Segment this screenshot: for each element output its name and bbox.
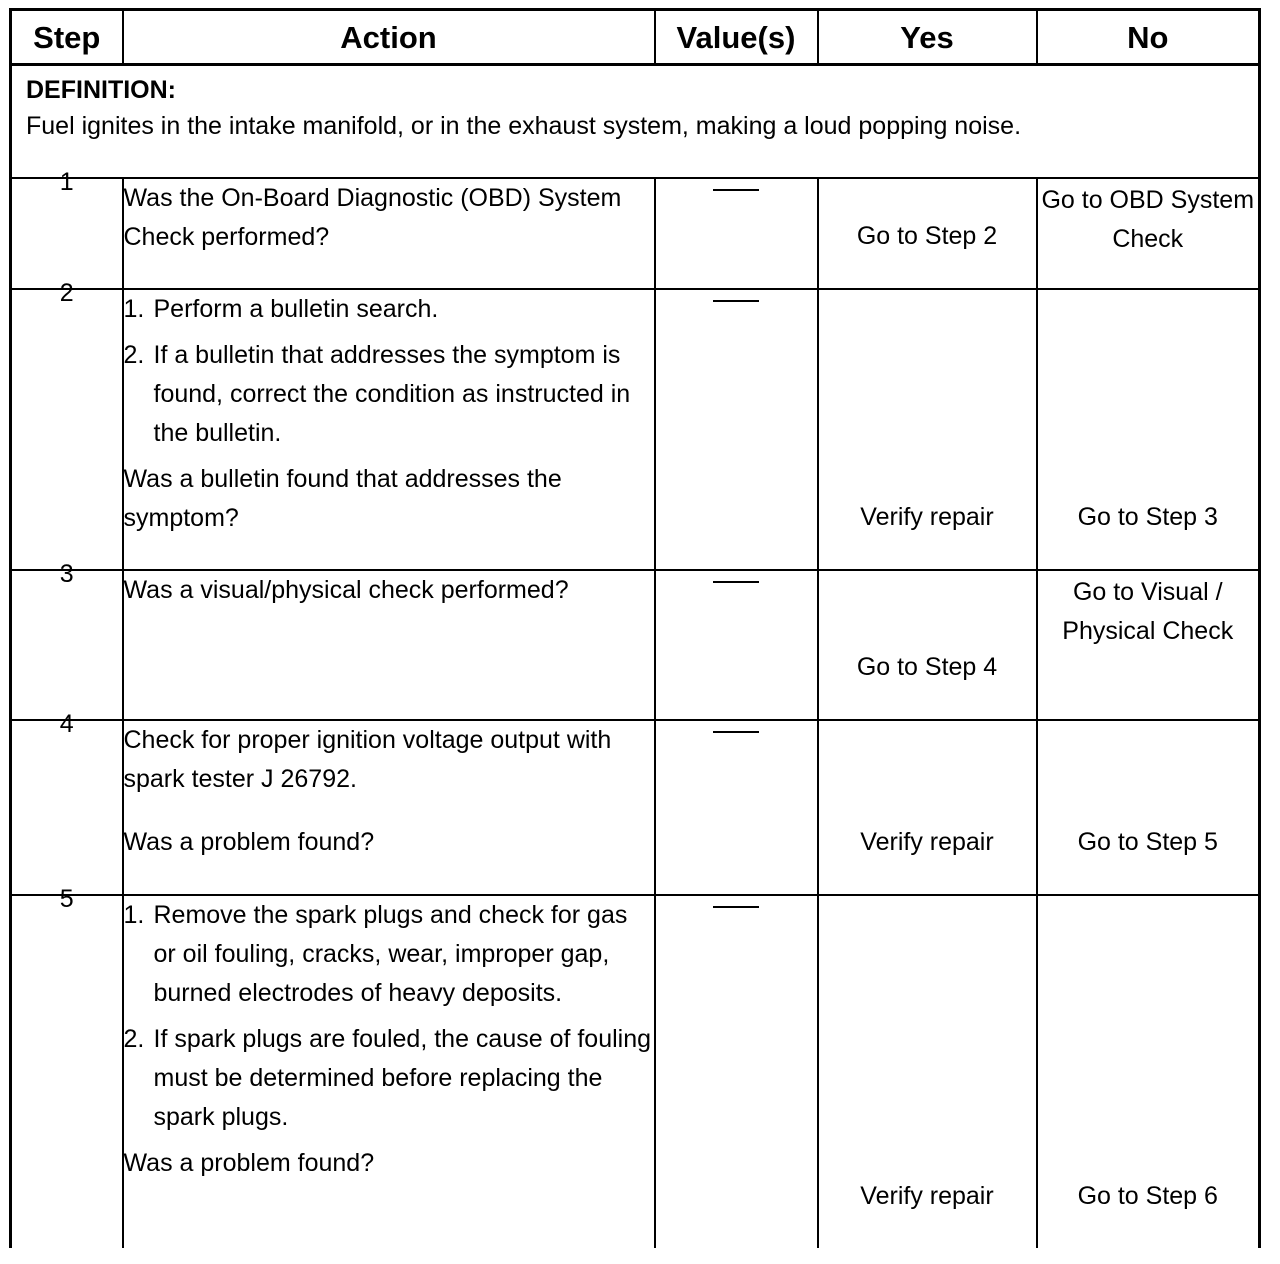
- action-question: Was a problem found?: [123, 828, 375, 856]
- list-item: 1. Remove the spark plugs and check for gas or oil fouling, cracks, wear, improper gap, burned electrodes of heavy deposits.: [123, 901, 628, 1007]
- action-list: [124, 290, 654, 453]
- value-cell: [655, 289, 818, 570]
- table-row: [11, 570, 1260, 720]
- no-cell: [1037, 720, 1260, 895]
- action-text: Was a visual/physical check performed?: [123, 576, 569, 604]
- yes-cell: [818, 895, 1037, 1248]
- yes-answer: Verify repair: [860, 828, 994, 856]
- yes-answer: Go to Step 2: [856, 222, 998, 250]
- definition-text: Fuel ignites in the intake manifold, or in the exhaust system, making a loud popping noise.: [26, 112, 1022, 140]
- yes-answer: Verify repair: [860, 1182, 994, 1210]
- yes-cell: [818, 289, 1037, 570]
- yes-answer: Go to Step 4: [856, 653, 998, 681]
- header-step: Step: [11, 10, 123, 65]
- action-cell: [123, 178, 655, 289]
- step-number: 2: [11, 289, 123, 570]
- no-cell: [1037, 289, 1260, 570]
- yes-cell: [818, 720, 1037, 895]
- yes-answer: Verify repair: [860, 503, 994, 531]
- table-row: [11, 895, 1260, 1248]
- action-text: Was the On-Board Diagnostic (OBD) System Check performed?: [123, 184, 622, 251]
- header-yes: Yes: [818, 10, 1037, 65]
- definition-title: DEFINITION:: [26, 76, 176, 104]
- yes-cell: [818, 178, 1037, 289]
- value-cell: [655, 178, 818, 289]
- step-number: 5: [11, 895, 123, 1248]
- no-cell: [1037, 895, 1260, 1248]
- diagnostic-table: [9, 8, 1261, 1248]
- table-row: [11, 720, 1260, 895]
- no-answer: Go to Step 5: [1077, 828, 1218, 856]
- action-list: [124, 896, 654, 1137]
- header-no: No: [1037, 10, 1260, 65]
- header-values: Value(s): [655, 10, 818, 65]
- step-number: 4: [11, 720, 123, 895]
- definition-cell: [11, 65, 1260, 179]
- action-cell: [123, 720, 655, 895]
- table-row: [11, 178, 1260, 289]
- action-text: Check for proper ignition voltage output with spark tester J 26792.: [123, 726, 612, 793]
- action-question: Was a problem found?: [123, 1149, 375, 1177]
- definition-row: [11, 65, 1260, 179]
- list-item: 2. If spark plugs are fouled, the cause of fouling must be determined before replacing the spark plugs.: [123, 1025, 652, 1131]
- header-row: [11, 10, 1260, 65]
- dash-mark: [713, 189, 759, 191]
- list-item: 2. If a bulletin that addresses the symptom is found, correct the condition as instructed in the bulletin.: [123, 341, 631, 447]
- action-question: Was a bulletin found that addresses the symptom?: [123, 465, 562, 532]
- step-number: 1: [11, 178, 123, 289]
- no-cell: [1037, 178, 1260, 289]
- table-row: [11, 289, 1260, 570]
- no-answer: Go to OBD System Check: [1041, 186, 1255, 253]
- dash-mark: [713, 581, 759, 583]
- value-cell: [655, 895, 818, 1248]
- header-action: Action: [123, 10, 655, 65]
- no-answer: Go to Step 3: [1077, 503, 1218, 531]
- action-cell: [123, 570, 655, 720]
- no-answer: Go to Step 6: [1077, 1182, 1218, 1210]
- no-cell: [1037, 570, 1260, 720]
- yes-cell: [818, 570, 1037, 720]
- no-answer: Go to Visual / Physical Check: [1062, 578, 1234, 645]
- dash-mark: [713, 906, 759, 908]
- action-cell: [123, 895, 655, 1248]
- step-number: 3: [11, 570, 123, 720]
- value-cell: [655, 720, 818, 895]
- dash-mark: [713, 731, 759, 733]
- dash-mark: [713, 300, 759, 302]
- list-item: 1. Perform a bulletin search.: [123, 295, 439, 323]
- value-cell: [655, 570, 818, 720]
- action-cell: [123, 289, 655, 570]
